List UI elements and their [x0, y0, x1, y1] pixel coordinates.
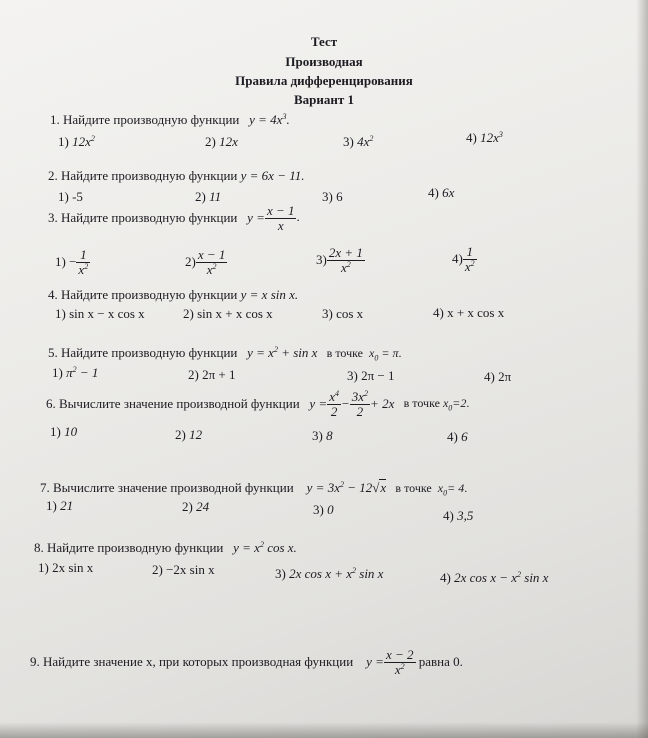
answer-1-2: 2) 12x [205, 134, 238, 149]
question-6: 6. Вычислите значение производной функции y = $\frac{x^4}{2}$ − $\frac{3x^2}{2}$ + 2x в точке $x_0=2$. [46, 389, 470, 419]
answer-8-2: 2) −2x sin x [152, 562, 215, 577]
answer-1-4: 4) $12x^3$ [466, 130, 503, 145]
test-title: Тест [310, 34, 338, 49]
question-formula: y = 6x − 11. [240, 168, 305, 183]
answer-3-1: 1) − $\frac{1}{x^2}$ [55, 247, 89, 277]
question-tail: равна 0. [418, 654, 463, 670]
question-text: 3. Найдите производную функции [48, 210, 238, 226]
question-point: в точке $x_0=2$. [397, 395, 470, 413]
answer-6-2: 2) 12 [175, 427, 203, 442]
answer-4-4: 4) x + x cos x [433, 305, 505, 320]
answer-4-3: 3) cos x [322, 306, 364, 321]
test-subtitle: Производная [285, 54, 363, 69]
answer-5-1: 1) $\pi^2 - 1$ [52, 365, 99, 380]
answer-2-4: 4) 6x [428, 185, 455, 200]
question-3: 3. Найдите производную функции y = $\frac{x - 1}{x}$ . [48, 203, 300, 233]
answer-2-3: 3) 6 [322, 189, 343, 204]
answer-7-2: 2) 24 [182, 499, 210, 514]
answer-3-4: 4) $\frac{1}{x^2}$ [452, 244, 475, 274]
answer-5-2: 2) 2π + 1 [188, 367, 236, 382]
paper-shadow [0, 722, 648, 738]
answer-8-4: 4) 2x $\cos x - x^2$ sin x [440, 570, 549, 585]
question-5 [48, 345, 401, 362]
answer-7-1: 1) 21 [46, 498, 74, 513]
answer-2-1: 1) -5 [58, 189, 83, 204]
test-topic: Правила дифференцирования [235, 73, 413, 88]
question-text: 4. Найдите производную функции [48, 287, 238, 302]
answer-7-4: 4) 3,5 [443, 508, 474, 523]
question-text: 6. Вычислите значение производной функции [46, 396, 300, 412]
question-formula: $\frac{x - 1}{x}$ [266, 203, 295, 233]
question-text: 5. Найдите производную функции [48, 345, 238, 360]
answer-7-3: 3) 0 [313, 502, 334, 517]
question-text: 7. Вычислите значение производной функции [40, 480, 294, 495]
question-point: в точке $x_0= 4$. [389, 481, 468, 498]
question-formula: $\frac{x - 2}{x^2}$ [385, 647, 414, 677]
answer-5-4: 4) 2π [484, 369, 512, 384]
question-1 [50, 112, 290, 128]
answer-1-3: 3) $4x^2$ [343, 134, 374, 149]
answer-1-1: 1) $12x^2$ [58, 134, 95, 149]
answer-6-1: 1) 10 [50, 424, 78, 439]
answer-4-2: 2) sin x + x cos x [183, 306, 273, 321]
answer-3-2: 2) $\frac{x - 1}{x^2}$ [185, 247, 226, 277]
question-formula: $y = 3x^2 - 12√x$ [296, 480, 387, 495]
question-formula: y = x sin x. [240, 287, 299, 302]
paper-shadow [636, 0, 648, 738]
answer-6-4: 4) 6 [447, 429, 468, 444]
question-formula: $y = x^2 + \sin x$ [240, 345, 318, 360]
answer-8-3: 3) 2x $\cos x + x^2$ sin x [275, 566, 384, 581]
question-text: 1. Найдите производную функции [50, 112, 240, 127]
question-formula: $\frac{x^4}{2}$ [329, 389, 339, 419]
question-text: 2. Найдите производную функции [48, 168, 238, 183]
question-formula: $y = 4x^3$. [242, 112, 290, 127]
question-7 [40, 480, 467, 497]
question-formula: $y = x^2$ cos x. [226, 540, 297, 555]
answer-8-1: 1) 2x sin x [38, 560, 94, 575]
answer-2-2: 2) 11 [195, 189, 222, 204]
question-text: 9. Найдите значение x, при которых производная функции [30, 654, 354, 670]
answer-6-3: 3) 8 [312, 428, 333, 443]
answer-5-3: 3) 2π − 1 [347, 368, 395, 383]
question-point: в точке $x_0 = \pi$. [320, 346, 402, 363]
test-variant: Вариант 1 [293, 92, 355, 107]
answer-4-1: 1) sin x − x cos x [55, 306, 145, 321]
question-2 [48, 168, 305, 184]
question-9: 9. Найдите значение x, при которых производная функции y = $\frac{x - 2}{x^2}$ равна 0. [30, 647, 463, 677]
question-4 [48, 287, 298, 303]
question-8 [34, 540, 297, 556]
answer-3-3: 3) $\frac{2x + 1}{x^2}$ [316, 245, 363, 275]
question-text: 8. Найдите производную функции [34, 540, 224, 555]
